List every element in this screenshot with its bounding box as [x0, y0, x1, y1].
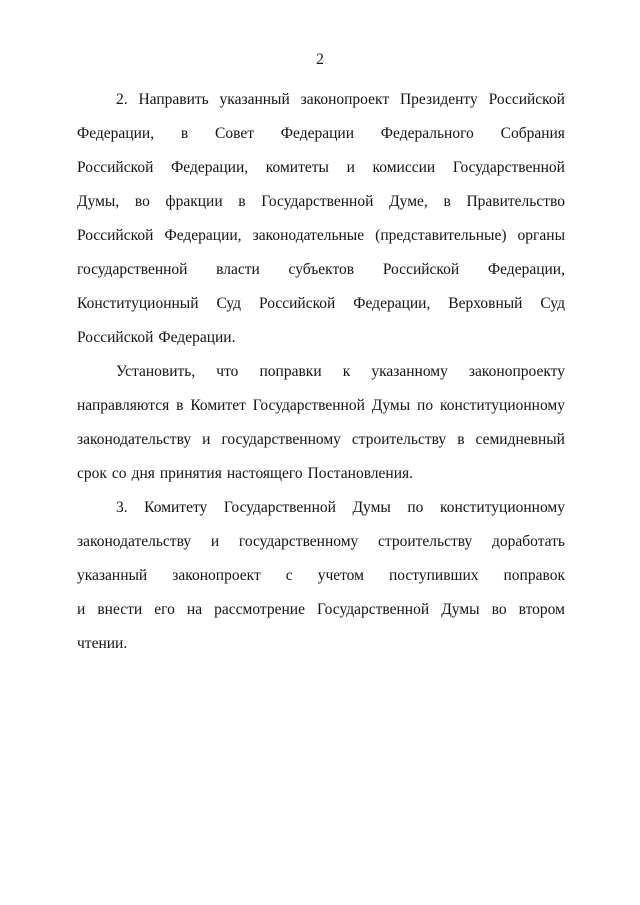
word: законодательству	[77, 533, 192, 550]
word: внести	[97, 601, 143, 618]
word: Государственной	[252, 397, 365, 414]
word: и	[346, 159, 355, 176]
word: законопроекту	[468, 363, 565, 380]
word: Федерации,	[171, 159, 249, 176]
word: органы	[517, 227, 565, 244]
word: поправок	[503, 567, 565, 584]
word: Думы,	[77, 193, 120, 210]
word: дня	[131, 465, 155, 482]
word: указанный	[77, 567, 148, 584]
word: Российской	[77, 227, 154, 244]
word: Думы	[441, 601, 480, 618]
text-line	[77, 532, 565, 566]
word: законодательству	[77, 431, 192, 448]
text-line	[77, 90, 565, 124]
word: доработать	[492, 533, 565, 550]
text-line	[77, 430, 565, 464]
word: во	[491, 601, 507, 618]
word: в	[443, 193, 451, 210]
word: Установить,	[116, 363, 196, 380]
word: Думе,	[389, 193, 428, 210]
word: комиссии	[372, 159, 436, 176]
word: (представительные)	[375, 227, 507, 244]
word: Российской	[382, 261, 460, 278]
word: Правительство	[466, 193, 565, 210]
text-line	[77, 158, 565, 192]
word: настоящего	[226, 465, 303, 482]
word: Собрания	[500, 125, 565, 142]
word: государственной	[77, 261, 188, 278]
word: Федерального	[380, 125, 474, 142]
word: со	[111, 465, 127, 482]
word: законопроект	[300, 91, 390, 108]
word: в	[238, 193, 246, 210]
word: его	[154, 601, 175, 618]
word: Комитет	[190, 397, 246, 414]
word: субъектов	[288, 261, 355, 278]
word: втором	[518, 601, 565, 618]
text-line	[77, 260, 565, 294]
text-line	[77, 600, 565, 634]
word: Федерации.	[158, 329, 236, 346]
word: конституционному	[439, 499, 565, 516]
word: во	[134, 193, 150, 210]
word: Федерации,	[77, 125, 155, 142]
word: учетом	[317, 567, 364, 584]
word: указанный	[219, 91, 290, 108]
word: семидневный	[475, 431, 565, 448]
text-line	[77, 634, 565, 668]
word: Постановления.	[307, 465, 414, 482]
word: конституционному	[439, 397, 565, 414]
word: законопроект	[172, 567, 261, 584]
word: Государственной	[223, 499, 336, 516]
word: 2.	[116, 91, 128, 108]
word: Российской	[488, 91, 565, 108]
word: направляются	[77, 397, 170, 414]
word: по	[417, 397, 434, 414]
word: законодательные	[252, 227, 365, 244]
paragraph	[77, 362, 565, 498]
word: Российской	[258, 295, 336, 312]
text-line	[77, 226, 565, 260]
word: поступивших	[388, 567, 479, 584]
word: Комитету	[144, 499, 208, 516]
paragraph	[77, 498, 565, 668]
word: комитеты	[265, 159, 329, 176]
word: 3.	[116, 499, 128, 516]
text-line	[77, 192, 565, 226]
word: что	[216, 363, 239, 380]
word: Государственной	[317, 601, 430, 618]
document-body	[77, 90, 565, 668]
word: Федерации	[280, 125, 354, 142]
word: власти	[216, 261, 260, 278]
word: Конституционный	[77, 295, 199, 312]
word: в	[457, 431, 465, 448]
word: к	[342, 363, 351, 380]
text-line	[77, 328, 565, 362]
word: принятия	[159, 465, 222, 482]
text-line	[77, 294, 565, 328]
word: Верховный	[448, 295, 523, 312]
word: с	[285, 567, 293, 584]
word: чтении.	[77, 635, 128, 652]
word: строительству	[378, 533, 473, 550]
word: Президенту	[399, 91, 478, 108]
word: Государственной	[452, 159, 565, 176]
word: в	[176, 397, 184, 414]
word: срок	[77, 465, 107, 482]
word: указанному	[371, 363, 448, 380]
word: Совет	[215, 125, 254, 142]
word: Думы	[352, 499, 391, 516]
word: на	[186, 601, 203, 618]
word: рассмотрение	[214, 601, 305, 618]
word: Федерации,	[353, 295, 431, 312]
word: в	[180, 125, 189, 142]
word: Федерации,	[164, 227, 242, 244]
word: и	[77, 601, 86, 618]
word: Федерации,	[487, 261, 565, 278]
word: Государственной	[261, 193, 374, 210]
page-number: 2	[316, 51, 324, 68]
word: Суд	[216, 295, 242, 312]
text-line	[77, 362, 565, 396]
word: и	[202, 431, 211, 448]
word: Суд	[540, 295, 565, 312]
text-line	[77, 396, 565, 430]
text-line	[77, 498, 565, 532]
word: по	[407, 499, 424, 516]
word: Российской	[77, 329, 154, 346]
word: строительству	[351, 431, 447, 448]
word: Российской	[77, 159, 154, 176]
text-line	[77, 464, 565, 498]
text-line	[77, 566, 565, 600]
word: фракции	[165, 193, 223, 210]
word: Направить	[138, 91, 209, 108]
word: Думы	[371, 397, 411, 414]
word: государственному	[238, 533, 359, 550]
paragraph	[77, 90, 565, 362]
word: государственному	[221, 431, 341, 448]
word: поправки	[259, 363, 322, 380]
word: и	[210, 533, 220, 550]
text-line	[77, 124, 565, 158]
